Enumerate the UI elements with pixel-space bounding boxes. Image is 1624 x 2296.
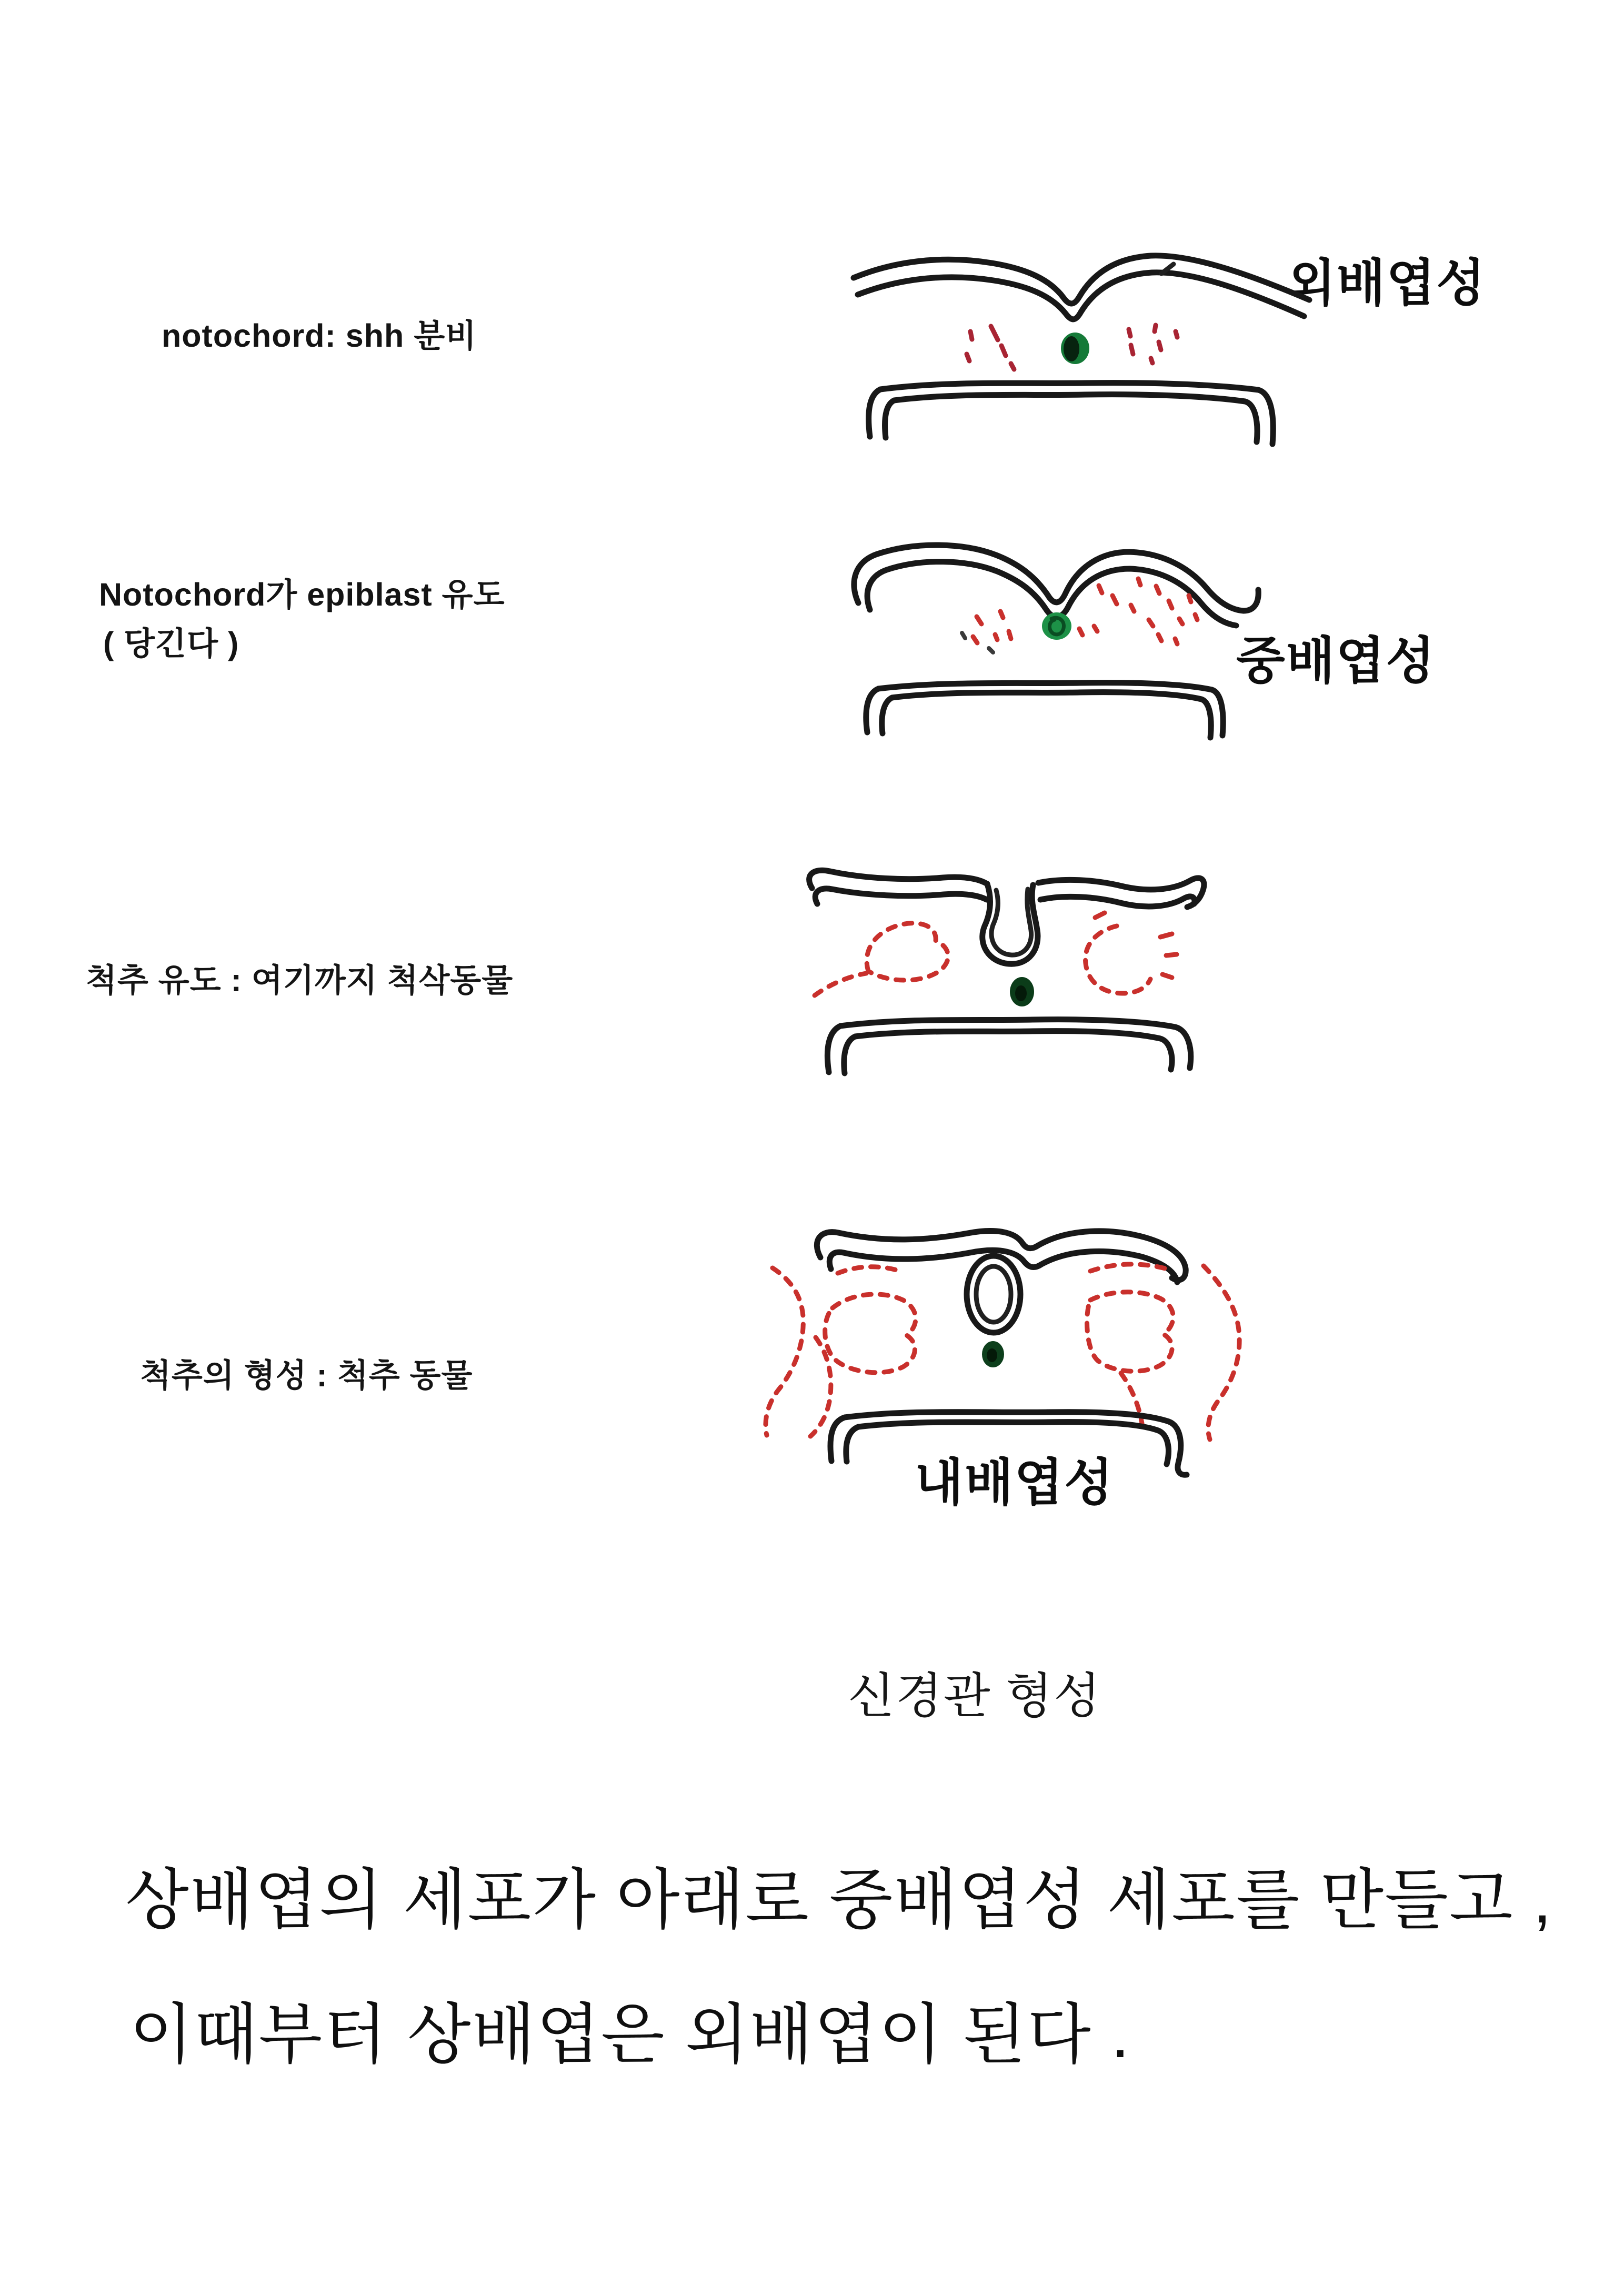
neural-groove-closing-sketch xyxy=(779,858,1247,1084)
notochord-dot xyxy=(1010,977,1034,1006)
summary-line-1: 상배엽의 세포가 아래로 중배엽성 세포를 만들고 , xyxy=(125,1864,1553,1937)
stage1-drawing xyxy=(842,242,1326,452)
notochord-dot xyxy=(1042,612,1071,640)
endoderm-layer-band xyxy=(869,383,1274,444)
stage3-side-label: 척추 유도 : 여기까지 척삭동물 xyxy=(86,962,514,998)
stage3-drawing xyxy=(779,858,1247,1084)
endoderm-label: 내배엽성 xyxy=(915,1455,1114,1511)
stage4-side-label: 척추의 형성 : 척추 동물 xyxy=(140,1357,473,1393)
notochord-dot xyxy=(982,1341,1004,1367)
stage1-side-label: notochord: shh 분비 xyxy=(162,318,477,354)
neural-tube-oval xyxy=(967,1256,1020,1333)
neural-groove-loop xyxy=(983,884,1038,964)
endoderm-layer-band xyxy=(866,683,1223,738)
stage2-side-label-2: ( 당긴다 ) xyxy=(103,626,239,661)
neural-groove-start-sketch xyxy=(842,531,1279,779)
endoderm-layer-band xyxy=(827,1020,1190,1073)
summary-line-2: 이때부터 상배엽은 외배엽이 된다 . xyxy=(129,1998,1131,2071)
ectoderm-label: 외배엽성 xyxy=(1287,255,1486,311)
ectoderm-layer-band xyxy=(809,870,1204,907)
somite-dashed-outlines xyxy=(815,913,1177,995)
stage2-drawing xyxy=(842,531,1279,779)
notochord-dot xyxy=(1061,333,1089,364)
figure-caption: 신경관 형성 xyxy=(848,1669,1101,1723)
neural-plate-sketch xyxy=(842,242,1326,452)
mesoderm-label: 중배엽성 xyxy=(1236,633,1436,689)
stage2-side-label: Notochord가 epiblast 유도 xyxy=(99,577,505,612)
ectoderm-layer-band xyxy=(854,256,1309,319)
